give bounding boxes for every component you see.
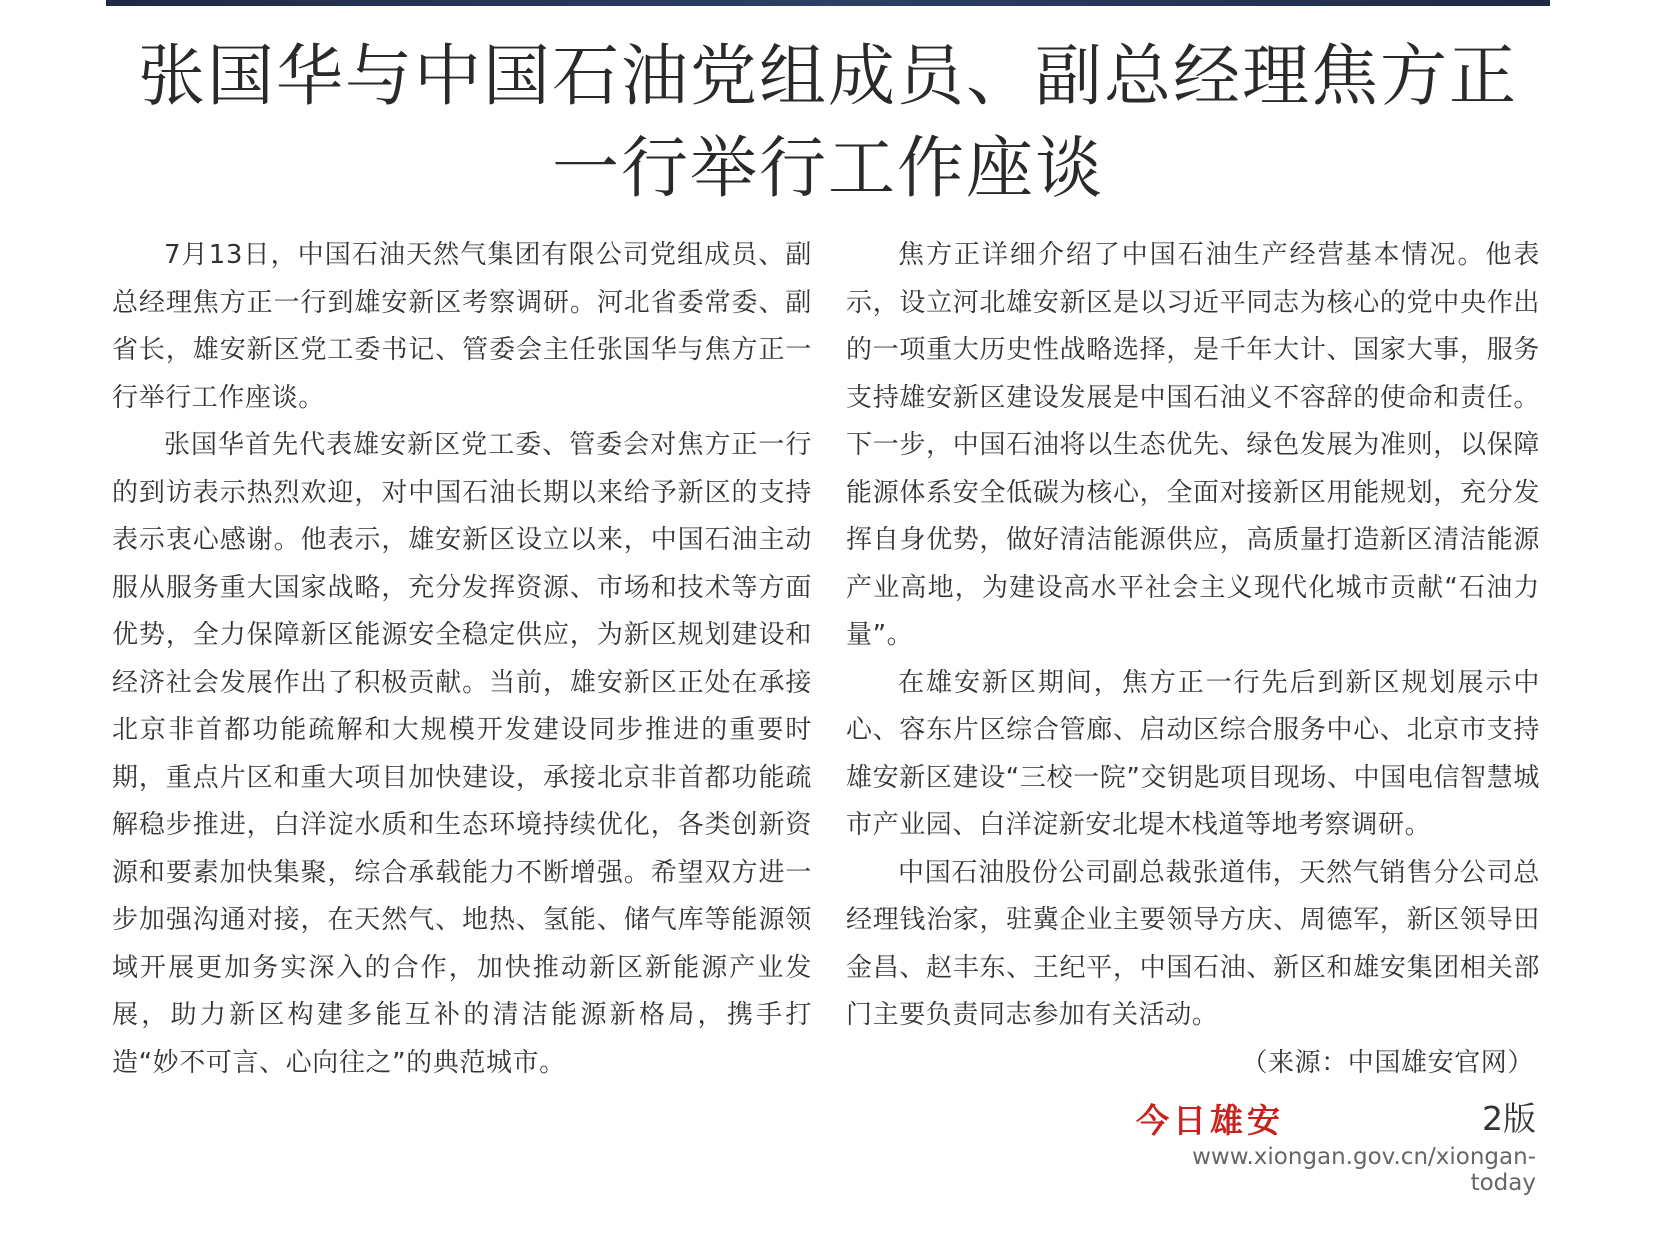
site-url: www.xiongan.gov.cn/xiongan-today [1192,1144,1536,1196]
article-headline [106,30,1550,214]
right-column [846,232,1540,1087]
left-column [112,232,812,1087]
masthead [1130,1095,1540,1139]
paragraph: 7月13日，中国石油天然气集团有限公司党组成员、副总经理焦方正一行到雄安新区考察调研。河北省委常委、副省长，雄安新区党工委书记、管委会主任张国华与焦方正一行举行工作座谈。 [112,240,812,413]
top-rule [106,0,1550,6]
source-credit: （来源：中国雄安官网） [1241,1047,1534,1078]
masthead-logo: 今日雄安 [1136,1101,1284,1140]
headline-line-2: 一行举行工作座谈 [552,129,1104,207]
paragraph: 张国华首先代表雄安新区党工委、管委会对焦方正一行的到访表示热烈欢迎，对中国石油长期以来给予新区的支持表示衷心感谢。他表示，雄安新区设立以来，中国石油主动服从服务重大国家战略，充分发挥资源、市场和技术等方面优势，全力保障新区能源安全稳定供应，为新区规划建设和经济社会发展作出了积极贡献。当前，雄安新区正处在承接北京非首都功能疏解和大规模开发建设同步推进的重要时期，重点片区和重大项目加快建设，承接北京非首都功能疏解稳步推进，白洋淀水质和生态环境持续优化，各类创新资源和要素加快集聚，综合承载能力不断增强。希望双方进一步加强沟通对接，在天然气、地热、氢能、储气库等能源领域开展更加务实深入的合作，加快推动新区新能源产业发展，助力新区构建多能互补的清洁能源新格局，携手打造“妙不可言、心向往之”的典范城市。 [112,430,812,1078]
headline-line-1: 张国华与中国石油党组成员、副总经理焦方正 [138,37,1518,115]
paragraph: 中国石油股份公司副总裁张道伟，天然气销售分公司总经理钱治家，驻冀企业主要领导方庆、周德军，新区领导田金昌、赵丰东、王纪平，中国石油、新区和雄安集团相关部门主要负责同志参加有关活动。 [846,857,1540,1030]
page-number: 2版 [1482,1099,1536,1138]
paragraph: 在雄安新区期间，焦方正一行先后到新区规划展示中心、容东片区综合管廊、启动区综合服务中心、北京市支持雄安新区建设“三校一院”交钥匙项目现场、中国电信智慧城市产业园、白洋淀新安北堤木栈道等地考察调研。 [846,667,1540,840]
paragraph: 焦方正详细介绍了中国石油生产经营基本情况。他表示，设立河北雄安新区是以习近平同志为核心的党中央作出的一项重大历史性战略选择，是千年大计、国家大事，服务支持雄安新区建设发展是中国石油义不容辞的使命和责任。下一步，中国石油将以生态优先、绿色发展为准则，以保障能源体系安全低碳为核心，全面对接新区用能规划，充分发挥自身优势，做好清洁能源供应，高质量打造新区清洁能源产业高地，为建设高水平社会主义现代化城市贡献“石油力量”。 [846,240,1540,650]
